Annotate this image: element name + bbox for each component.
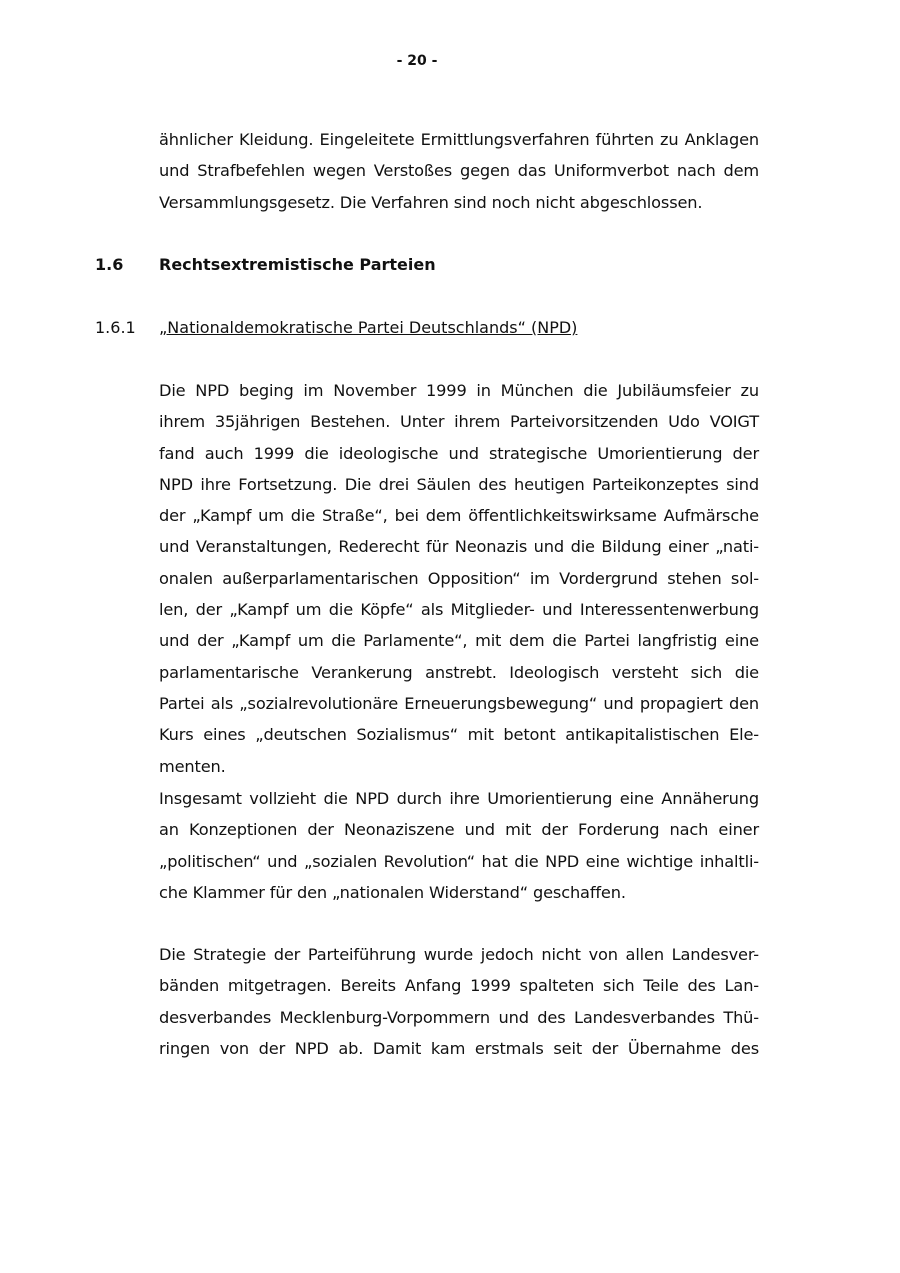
text-line: ringen von der NPD ab. Damit kam erstmals seit der Übernahme des <box>159 1038 759 1058</box>
intro-paragraph <box>159 124 759 218</box>
text-line: und Veranstaltungen, Rederecht für Neonazis und die Bildung einer „nati- <box>159 537 759 557</box>
text-line: Die NPD beging im November 1999 in München die Jubiläumsfeier zu <box>159 381 759 400</box>
page-number: - 20 - <box>396 53 438 69</box>
text-line: che Klammer für den „nationalen Widerstand“ geschaffen. <box>159 882 626 902</box>
text-line: Insgesamt vollzieht die NPD durch ihre Umorientierung eine Annäherung <box>159 789 759 808</box>
text-line: „politischen“ und „sozialen Revolution“ hat die NPD eine wichtige inhaltli- <box>159 851 759 871</box>
section-number: 1.6 <box>95 255 124 274</box>
text-line: onalen außerparlamentarischen Opposition“ im Vordergrund stehen sol- <box>159 568 759 588</box>
text-line: ihrem 35jährigen Bestehen. Unter ihrem Parteivorsitzenden Udo VOIGT <box>159 412 759 432</box>
text-line: an Konzeptionen der Neonaziszene und mit der Forderung nach einer <box>159 820 759 840</box>
npd-paragraph-3 <box>159 939 759 1064</box>
text-line: ähnlicher Kleidung. Eingeleitete Ermittlungsverfahren führten zu Anklagen <box>159 130 759 149</box>
text-line: len, der „Kampf um die Köpfe“ als Mitglieder- und Interessentenwerbung <box>159 600 759 620</box>
npd-paragraph-1 <box>159 375 759 782</box>
text-line: Versammlungsgesetz. Die Verfahren sind noch nicht abgeschlossen. <box>159 192 703 212</box>
text-line: der „Kampf um die Straße“, bei dem öffentlichkeitswirksame Aufmärsche <box>159 506 759 526</box>
text-line: Kurs eines „deutschen Sozialismus“ mit betont antikapitalistischen Ele- <box>159 725 759 745</box>
text-line: bänden mitgetragen. Bereits Anfang 1999 spalteten sich Teile des Lan- <box>159 976 759 996</box>
text-line: parlamentarische Verankerung anstrebt. Ideologisch versteht sich die <box>159 662 759 682</box>
subsection-title: „Nationaldemokratische Partei Deutschlands“ (NPD) <box>159 318 578 337</box>
text-line: NPD ihre Fortsetzung. Die drei Säulen des heutigen Parteikonzeptes sind <box>159 474 759 494</box>
text-line: Partei als „sozialrevolutionäre Erneuerungsbewegung“ und propagiert den <box>159 693 759 713</box>
text-line: und der „Kampf um die Parlamente“, mit dem die Partei langfristig eine <box>159 631 759 651</box>
text-line: desverbandes Mecklenburg-Vorpommern und des Landesverbandes Thü- <box>159 1007 759 1027</box>
subsection-number: 1.6.1 <box>95 318 136 337</box>
text-line: menten. <box>159 756 226 776</box>
text-line: fand auch 1999 die ideologische und strategische Umorientierung der <box>159 443 759 463</box>
npd-paragraph-2 <box>159 783 759 908</box>
section-title: Rechtsextremistische Parteien <box>159 255 436 274</box>
text-line: Die Strategie der Parteiführung wurde jedoch nicht von allen Landesver- <box>159 945 759 964</box>
text-line: und Strafbefehlen wegen Verstoßes gegen das Uniformverbot nach dem <box>159 161 759 181</box>
